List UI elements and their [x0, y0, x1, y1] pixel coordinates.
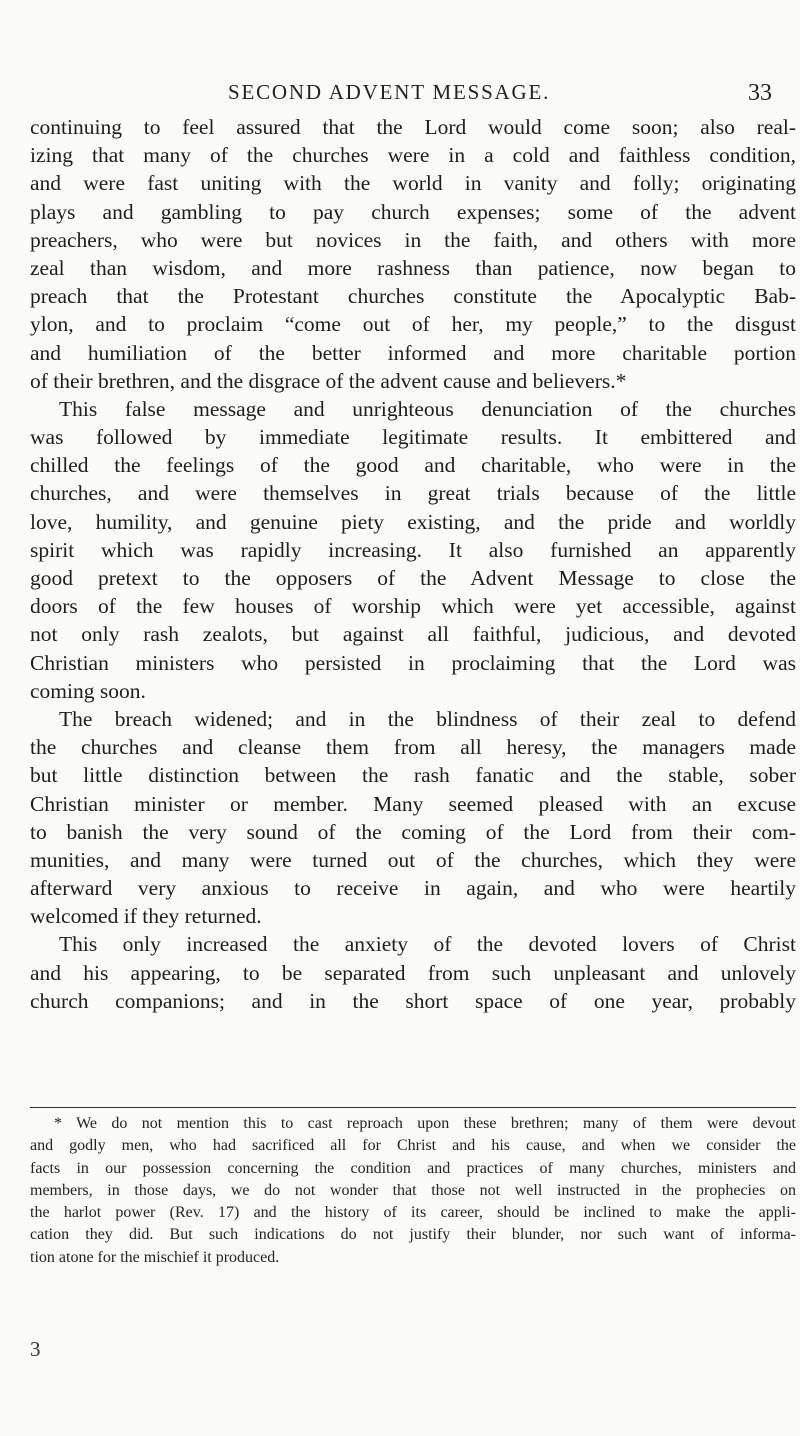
body-line: coming soon. — [30, 678, 146, 703]
body-line: doors of the few houses of worship which were yet accessible, against — [30, 594, 796, 619]
body-line: continuing to feel assured that the Lord would come soon; also real- — [30, 115, 796, 139]
body-line: to banish the very sound of the coming of the Lord from their com- — [30, 819, 796, 844]
footnote-rule — [30, 1107, 796, 1108]
body-line: church companions; and in the short space of one year, probably — [30, 988, 796, 1013]
body-line: Christian minister or member. Many seemed pleased with an excuse — [30, 791, 796, 816]
body-line: This false message and unrighteous denunciation of the churches — [59, 396, 796, 421]
body-line: munities, and many were turned out of the churches, which they were — [30, 847, 796, 872]
body-line: and humiliation of the better informed and more charitable portion — [30, 340, 796, 365]
footnote-line: tion atone for the mischief it produced. — [30, 1248, 280, 1266]
body-line: good pretext to the opposers of the Advent Message to close the — [30, 566, 796, 590]
body-line: preachers, who were but novices in the faith, and others with more — [30, 227, 796, 252]
footnote-line: cation they did. But such indications do not justify their blunder, nor such want of informa- — [30, 1226, 796, 1244]
body-line: not only rash zealots, but against all faithful, judicious, and devoted — [30, 622, 796, 647]
footnote — [30, 1113, 796, 1269]
body-line: of their brethren, and the disgrace of the advent cause and believers.* — [30, 368, 627, 393]
body-line: and were fast uniting with the world in vanity and folly; originating — [30, 171, 796, 196]
body-line: the churches and cleanse them from all heresy, the managers made — [30, 735, 796, 760]
footnote-line: and godly men, who had sacrificed all for Christ and his cause, and when we consider the — [30, 1137, 796, 1155]
body-line: love, humility, and genuine piety existing, and the pride and worldly — [30, 509, 796, 534]
body-line: ylon, and to proclaim “come out of her, my people,” to the disgust — [30, 312, 796, 337]
page-number: 33 — [748, 80, 772, 106]
footnote-line: members, in those days, we do not wonder that those not well instructed in the prophecies on — [30, 1181, 796, 1199]
body-line: welcomed if they returned. — [30, 904, 262, 929]
footnote-line: facts in our possession concerning the condition and practices of many churches, ministers and — [30, 1159, 796, 1177]
body-line: but little distinction between the rash fanatic and the stable, sober — [30, 763, 796, 788]
body-line: was followed by immediate legitimate results. It embittered and — [30, 425, 796, 450]
body-line: plays and gambling to pay church expenses; some of the advent — [30, 199, 796, 224]
body-line: preach that the Protestant churches constitute the Apocalyptic Bab- — [30, 284, 796, 309]
body-line: spirit which was rapidly increasing. It also furnished an apparently — [30, 537, 796, 562]
body-line: churches, and were themselves in great trials because of the little — [30, 481, 796, 506]
body-line: Christian ministers who persisted in proclaiming that the Lord was — [30, 650, 796, 675]
body-line: and his appearing, to be separated from such unpleasant and unlovely — [30, 960, 796, 985]
running-title: SECOND ADVENT MESSAGE. — [228, 80, 551, 104]
signature-mark: 3 — [30, 1337, 41, 1361]
body-line: zeal than wisdom, and more rashness than patience, now began to — [30, 255, 796, 280]
body-line: This only increased the anxiety of the devoted lovers of Christ — [59, 932, 796, 957]
body-line: izing that many of the churches were in a cold and faithless condition, — [30, 143, 796, 168]
body-line: The breach widened; and in the blindness of their zeal to defend — [59, 706, 796, 731]
body-line: chilled the feelings of the good and charitable, who were in the — [30, 453, 796, 478]
body-text — [30, 113, 796, 1015]
footnote-line: * We do not mention this to cast reproach upon these brethren; many of them were devout — [54, 1115, 796, 1132]
footnote-line: the harlot power (Rev. 17) and the history of its career, should be inclined to make the appli- — [30, 1204, 796, 1222]
body-line: afterward very anxious to receive in again, and who were heartily — [30, 876, 796, 901]
